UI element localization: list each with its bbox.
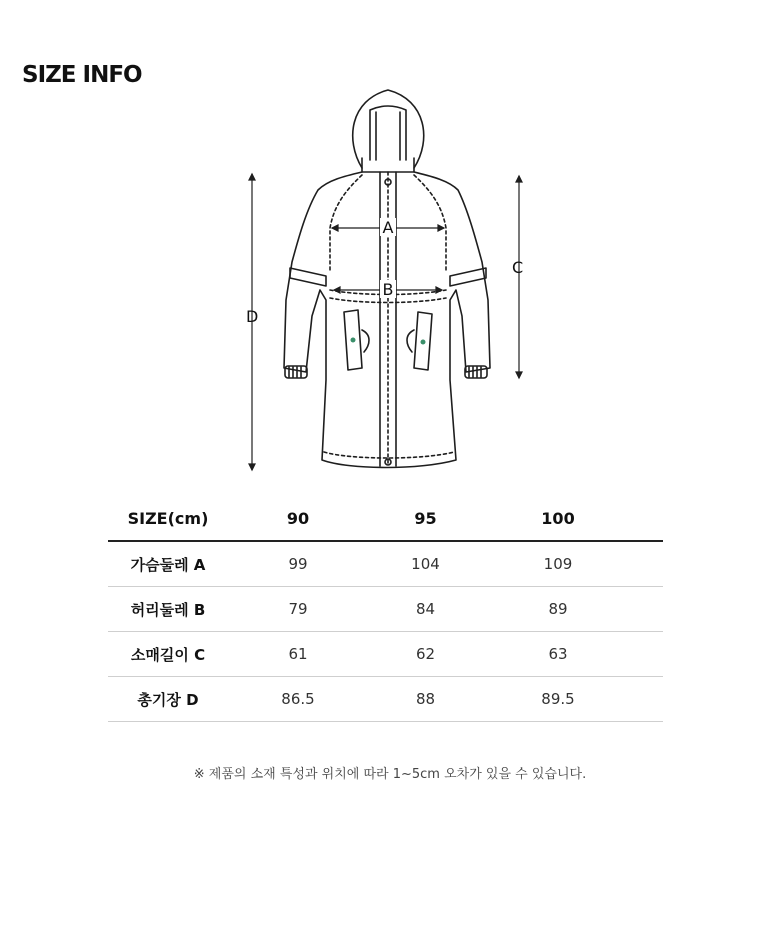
table-header-row (108, 496, 663, 541)
page-title: SIZE INFO (22, 62, 142, 88)
cell: 79 (228, 587, 368, 632)
cell: 84 (368, 587, 483, 632)
cell: 104 (368, 541, 483, 587)
row-label: 소매길이 C (108, 632, 228, 677)
header-size: SIZE(cm) (108, 496, 228, 541)
cell-spacer (633, 677, 663, 722)
cell: 99 (228, 541, 368, 587)
cell: 86.5 (228, 677, 368, 722)
label-a: A (382, 218, 394, 237)
label-c: C (512, 258, 524, 277)
row-label: 가슴둘레 A (108, 541, 228, 587)
cell: 88 (368, 677, 483, 722)
size-table (108, 496, 663, 722)
row-label: 총기장 D (108, 677, 228, 722)
header-90: 90 (228, 496, 368, 541)
cell: 109 (483, 541, 633, 587)
label-b: B (382, 280, 394, 299)
header-95: 95 (368, 496, 483, 541)
label-d: D (246, 307, 259, 326)
cell: 89.5 (483, 677, 633, 722)
coat-body (284, 172, 490, 468)
table-row (108, 677, 663, 722)
cell-spacer (633, 632, 663, 677)
cell: 62 (368, 632, 483, 677)
hood-outline (353, 90, 424, 168)
header-100: 100 (483, 496, 633, 541)
row-label: 허리둘레 B (108, 587, 228, 632)
table-row (108, 632, 663, 677)
cell-spacer (633, 587, 663, 632)
cell: 63 (483, 632, 633, 677)
table-row (108, 541, 663, 587)
tolerance-note: ※ 제품의 소재 특성과 위치에 따라 1~5cm 오차가 있을 수 있습니다. (193, 767, 587, 782)
header-spacer (633, 496, 663, 541)
cell: 89 (483, 587, 633, 632)
table-row (108, 587, 663, 632)
cell-spacer (633, 541, 663, 587)
cell: 61 (228, 632, 368, 677)
